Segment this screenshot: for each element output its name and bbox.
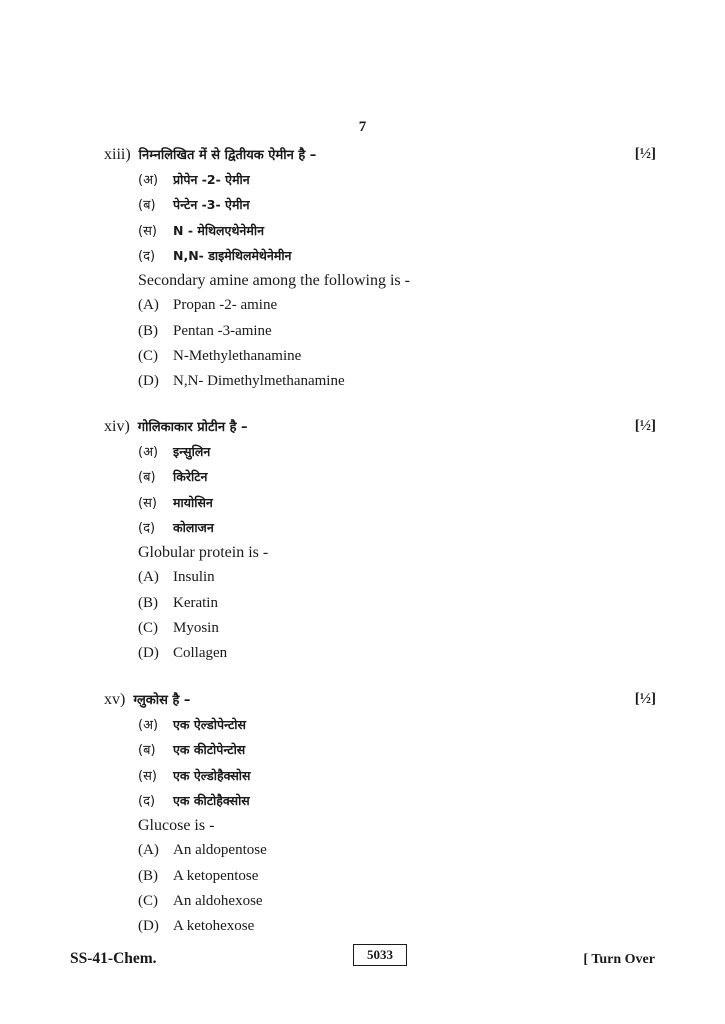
english-option [104,641,656,666]
hindi-option [104,243,656,268]
question-number: xiii) [104,146,131,163]
paper-code: SS-41-Chem. [70,950,157,967]
option-text: इन्सुलिन [173,444,211,459]
question-header [104,142,656,167]
question-marks: [½] [634,691,656,707]
english-option [104,616,656,641]
hindi-option [104,167,656,192]
option-label: (A) [138,297,159,314]
option-label: (C) [138,348,158,365]
option-label: (A) [138,842,159,859]
option-label: (ब) [138,198,156,214]
hindi-option [104,788,656,813]
question-xiii [104,142,656,395]
option-label: (B) [138,867,158,884]
hindi-option [104,712,656,737]
turn-over-label: [ Turn Over [583,952,655,967]
english-option [104,344,656,369]
english-option [104,864,656,889]
hindi-option [104,192,656,217]
page-code-box: 5033 [353,944,407,966]
option-label: (C) [138,893,158,910]
option-text: Propan -2- amine [173,297,278,314]
option-text: एक कीटोपेन्टोस [173,742,246,758]
hindi-option [104,439,656,464]
hindi-option [104,464,656,489]
question-marks: [½] [634,418,656,434]
english-option [104,889,656,914]
english-option [104,591,656,616]
question-hindi-stem: गोलिकाकार प्रोटीन है – [137,420,248,435]
option-label: (स) [138,768,157,784]
english-option [104,293,656,318]
option-text: Insulin [173,569,215,586]
question-english-stem: Secondary amine among the following is - [138,272,410,290]
option-label: (A) [138,569,159,586]
option-text: N-Methylethanamine [173,348,302,365]
option-text: Pentan -3-amine [173,322,272,339]
option-text: पेन्टेन -3- ऐमीन [173,197,250,213]
option-label: (B) [138,322,158,339]
option-label: (स) [138,223,157,239]
option-label: (ब) [138,743,156,759]
question-hindi-stem: ग्लुकोस है – [133,693,191,708]
option-text: एक कीटोहैक्सोस [173,792,250,808]
option-text: एक ऐल्डोहैक्सोस [173,767,251,783]
english-option [104,369,656,394]
option-label: (अ) [138,718,159,733]
option-label: (ब) [138,470,156,486]
question-hindi-stem: निम्नलिखित में से द्वितीयक ऐमीन है – [138,148,317,163]
option-text: कोलाजन [173,519,214,535]
option-text: Myosin [173,620,219,637]
option-text: प्रोपेन -2- ऐमीन [173,172,250,187]
option-label: (D) [138,645,159,662]
english-option [104,319,656,344]
english-option [104,914,656,939]
option-label: (C) [138,620,158,637]
option-text: Collagen [173,645,228,662]
option-text: एक ऐल्डोपेन्टोस [173,717,246,732]
page-number: 7 [358,119,367,135]
question-number: xiv) [104,418,130,435]
option-label: (द) [138,248,156,264]
option-text: A ketopentose [173,867,259,884]
question-english-stem: Globular protein is - [138,544,269,562]
option-text: N,N- Dimethylmethanamine [173,373,345,390]
question-number: xv) [104,691,126,708]
hindi-option [104,490,656,515]
hindi-option [104,737,656,762]
option-text: Keratin [173,594,218,611]
option-label: (अ) [138,173,159,188]
question-english-stem: Glucose is - [138,817,215,835]
option-label: (द) [138,520,156,536]
option-text: N,N- डाइमेथिलमेथेनेमीन [173,247,292,263]
option-label: (स) [138,495,157,511]
question-xv [104,687,656,940]
option-text: A ketohexose [173,918,255,935]
hindi-option [104,218,656,243]
option-text: An aldopentose [173,842,267,859]
option-label: (अ) [138,445,159,460]
english-option [104,838,656,863]
option-text: किरेटिन [173,469,208,485]
option-label: (B) [138,594,158,611]
question-xiv [104,414,656,667]
option-label: (D) [138,373,159,390]
option-text: N - मेथिलएथेनेमीन [173,222,265,238]
option-text: An aldohexose [173,893,263,910]
question-header [104,687,656,712]
question-header [104,414,656,439]
hindi-option [104,763,656,788]
option-label: (द) [138,793,156,809]
hindi-option [104,515,656,540]
question-marks: [½] [634,146,656,162]
english-option [104,565,656,590]
option-label: (D) [138,918,159,935]
option-text: मायोसिन [173,494,213,510]
